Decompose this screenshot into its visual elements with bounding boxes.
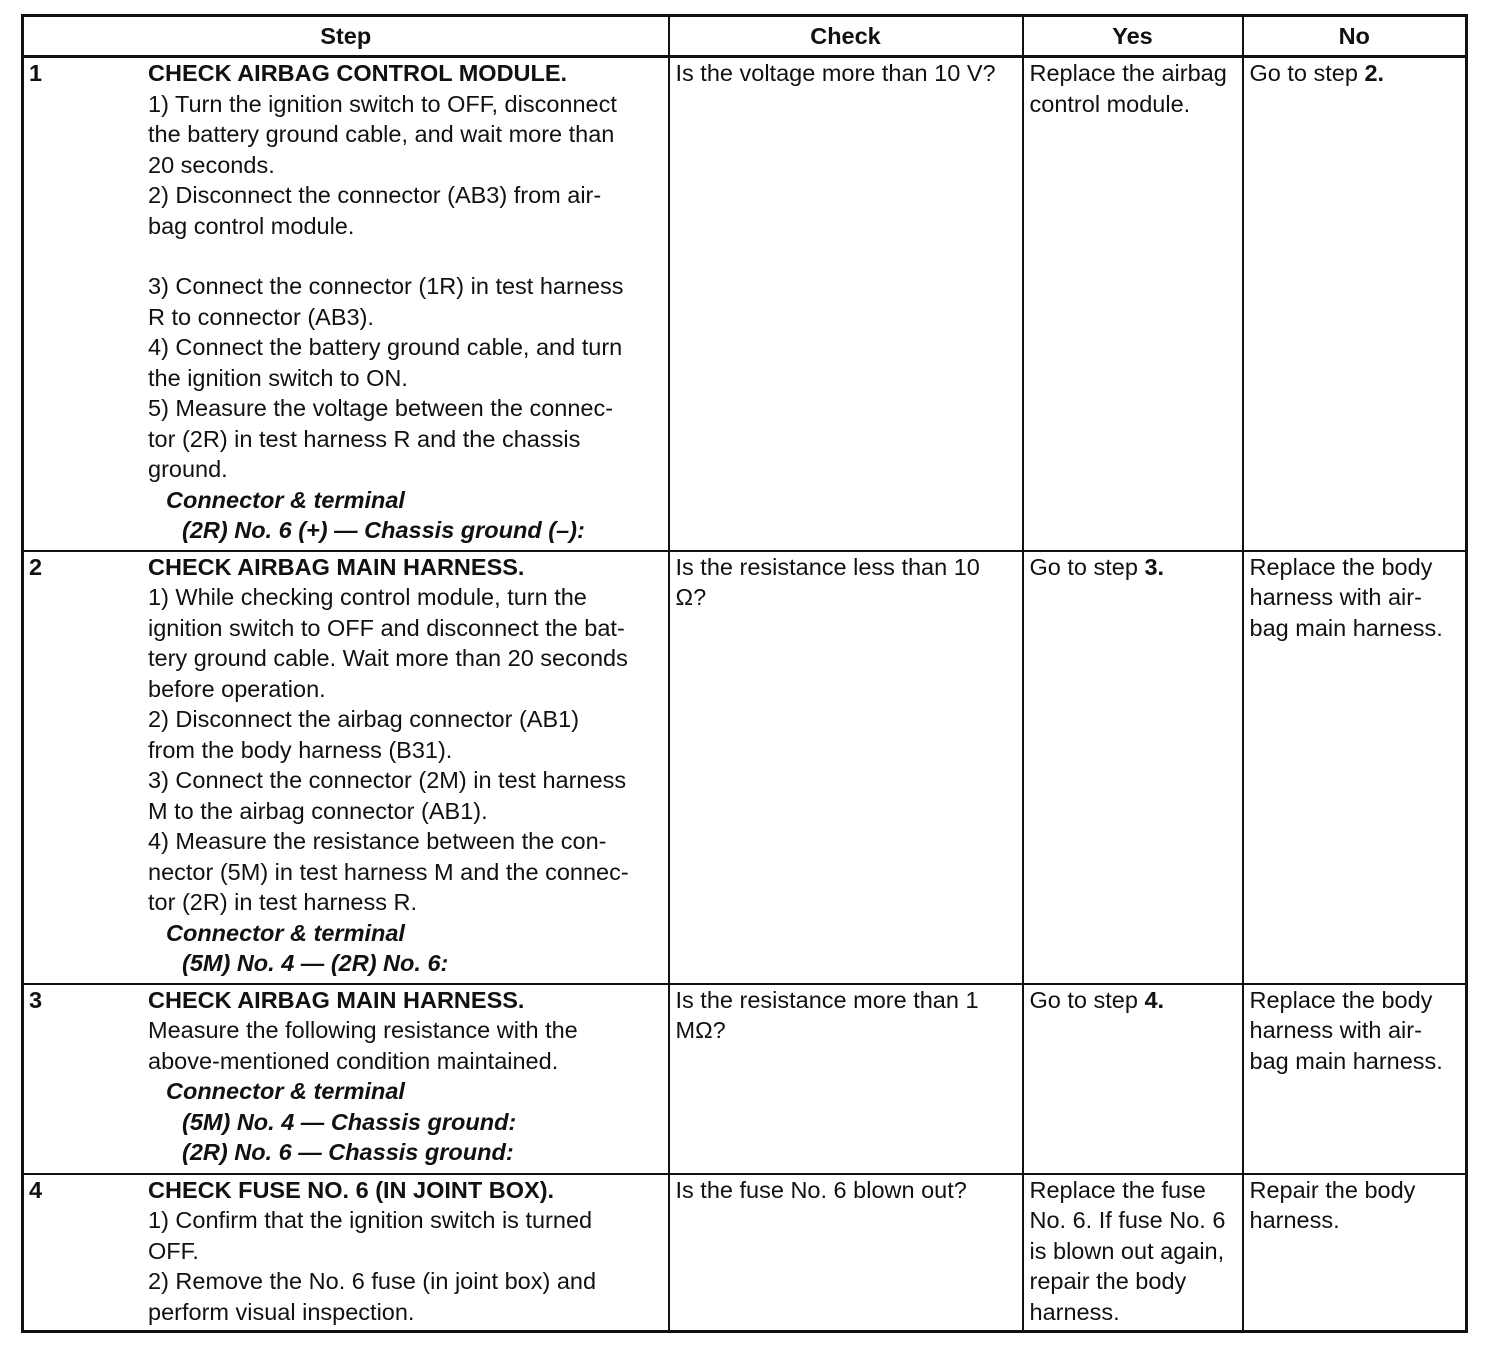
step-line: 20 seconds.	[148, 151, 275, 178]
yes-cell	[1023, 57, 1243, 551]
yes-cell	[1023, 1174, 1243, 1332]
yes-cell	[1023, 551, 1243, 984]
step-number: 4	[29, 1176, 43, 1203]
step-cell	[23, 551, 669, 984]
spec-heading: Connector & terminal	[166, 919, 405, 946]
step-number: 3	[29, 986, 43, 1013]
goto-step-ref: 2.	[1364, 60, 1385, 86]
no-text: bag main harness.	[1249, 614, 1443, 641]
step-line: tor (2R) in test harness R and the chassis	[148, 425, 581, 452]
no-cell	[1243, 1174, 1467, 1332]
spacer	[148, 241, 660, 271]
step-line: the battery ground cable, and wait more than	[148, 121, 615, 147]
step-line: 4) Measure the resistance between the con-	[148, 828, 607, 854]
step-line: from the body harness (B31).	[148, 736, 453, 763]
check-text: Is the resistance less than 10	[675, 553, 980, 580]
no-cell	[1243, 984, 1467, 1174]
yes-text: No. 6. If fuse No. 6	[1029, 1207, 1226, 1233]
step-line: above-mentioned condition maintained.	[148, 1047, 559, 1074]
step-number: 1	[29, 60, 43, 86]
step-line: tor (2R) in test harness R.	[148, 889, 418, 915]
step-line: Measure the following resistance with the	[148, 1017, 578, 1043]
check-text: MΩ?	[675, 1017, 726, 1043]
yes-text	[1030, 985, 1236, 1016]
step-line: ground.	[148, 456, 228, 482]
step-line: before operation.	[148, 675, 326, 702]
yes-text: control module.	[1029, 90, 1191, 117]
step-line: 1) Confirm that the ignition switch is turned	[148, 1207, 593, 1233]
goto-label: Go to step	[1249, 60, 1365, 86]
goto-label: Go to step	[1029, 553, 1145, 580]
table-header-row	[23, 16, 1467, 57]
step-title: CHECK FUSE NO. 6 (IN JOINT BOX).	[148, 1176, 555, 1203]
header-yes: Yes	[1023, 16, 1243, 57]
header-no: No	[1243, 16, 1467, 57]
header-check: Check	[669, 16, 1023, 57]
step-title: CHECK AIRBAG MAIN HARNESS.	[148, 553, 525, 580]
step-line: R to connector (AB3).	[148, 303, 374, 330]
yes-text: harness.	[1029, 1298, 1120, 1325]
spec-line: (2R) No. 6 — Chassis ground:	[182, 1139, 514, 1165]
no-cell	[1243, 551, 1467, 984]
step-line: nector (5M) in test harness M and the connec-	[148, 858, 629, 885]
check-cell	[669, 984, 1023, 1174]
yes-text: is blown out again,	[1029, 1237, 1225, 1264]
spec-line: (5M) No. 4 — Chassis ground:	[182, 1108, 517, 1135]
no-text: harness with air-	[1249, 584, 1422, 610]
table-row	[23, 57, 1467, 551]
step-line: 3) Connect the connector (1R) in test harness	[148, 273, 624, 299]
step-line: 1) Turn the ignition switch to OFF, disconnect	[148, 90, 617, 117]
step-line: 1) While checking control module, turn the	[148, 584, 587, 610]
yes-text: Replace the airbag	[1029, 60, 1227, 86]
check-text: Is the fuse No. 6 blown out?	[675, 1176, 967, 1203]
step-cell	[23, 57, 669, 551]
step-line: 2) Remove the No. 6 fuse (in joint box) and	[148, 1268, 597, 1294]
step-line: perform visual inspection.	[148, 1298, 415, 1325]
check-text: Is the voltage more than 10 V?	[675, 60, 996, 86]
no-text: bag main harness.	[1249, 1047, 1443, 1074]
yes-text: Replace the fuse	[1029, 1176, 1206, 1203]
step-line: ignition switch to OFF and disconnect the bat-	[148, 614, 625, 641]
spec-heading: Connector & terminal	[166, 486, 405, 513]
step-line: the ignition switch to ON.	[148, 364, 408, 391]
goto-step-ref: 4.	[1144, 986, 1165, 1013]
check-text: Is the resistance more than 1	[675, 986, 979, 1013]
check-cell	[669, 57, 1023, 551]
yes-cell	[1023, 984, 1243, 1174]
step-line: bag control module.	[148, 212, 355, 239]
no-text: harness with air-	[1249, 1017, 1422, 1043]
goto-step-ref: 3.	[1144, 553, 1165, 580]
step-line: 4) Connect the battery ground cable, and turn	[148, 334, 623, 360]
table-row	[23, 1174, 1467, 1332]
spec-heading: Connector & terminal	[166, 1078, 405, 1104]
no-text: harness.	[1249, 1207, 1340, 1233]
header-step: Step	[23, 16, 669, 57]
no-text: Replace the body	[1249, 553, 1433, 580]
check-cell	[669, 1174, 1023, 1332]
step-line: 2) Disconnect the connector (AB3) from air-	[148, 182, 602, 208]
step-line: 2) Disconnect the airbag connector (AB1)	[148, 706, 580, 732]
step-number: 2	[29, 553, 43, 580]
step-line: OFF.	[148, 1237, 199, 1264]
check-text: Ω?	[675, 584, 707, 610]
yes-text	[1030, 552, 1236, 583]
step-cell	[23, 1174, 669, 1332]
step-line: 5) Measure the voltage between the connec-	[148, 395, 614, 421]
spec-line: (2R) No. 6 (+) — Chassis ground (–):	[182, 517, 585, 543]
table-row	[23, 551, 1467, 984]
step-line: M to the airbag connector (AB1).	[148, 797, 488, 824]
step-cell	[23, 984, 669, 1174]
no-text: Replace the body	[1249, 986, 1433, 1013]
step-line: 3) Connect the connector (2M) in test harness	[148, 767, 627, 793]
goto-label: Go to step	[1029, 986, 1145, 1013]
no-cell	[1243, 57, 1467, 551]
step-line: tery ground cable. Wait more than 20 seconds	[148, 645, 628, 671]
no-text: Repair the body	[1249, 1176, 1416, 1203]
no-text	[1250, 58, 1460, 89]
diagnostic-table	[21, 14, 1468, 1333]
check-cell	[669, 551, 1023, 984]
step-title: CHECK AIRBAG CONTROL MODULE.	[148, 60, 568, 86]
table-row	[23, 984, 1467, 1174]
spec-line: (5M) No. 4 — (2R) No. 6:	[182, 950, 449, 976]
step-title: CHECK AIRBAG MAIN HARNESS.	[148, 986, 525, 1013]
yes-text: repair the body	[1029, 1268, 1187, 1294]
